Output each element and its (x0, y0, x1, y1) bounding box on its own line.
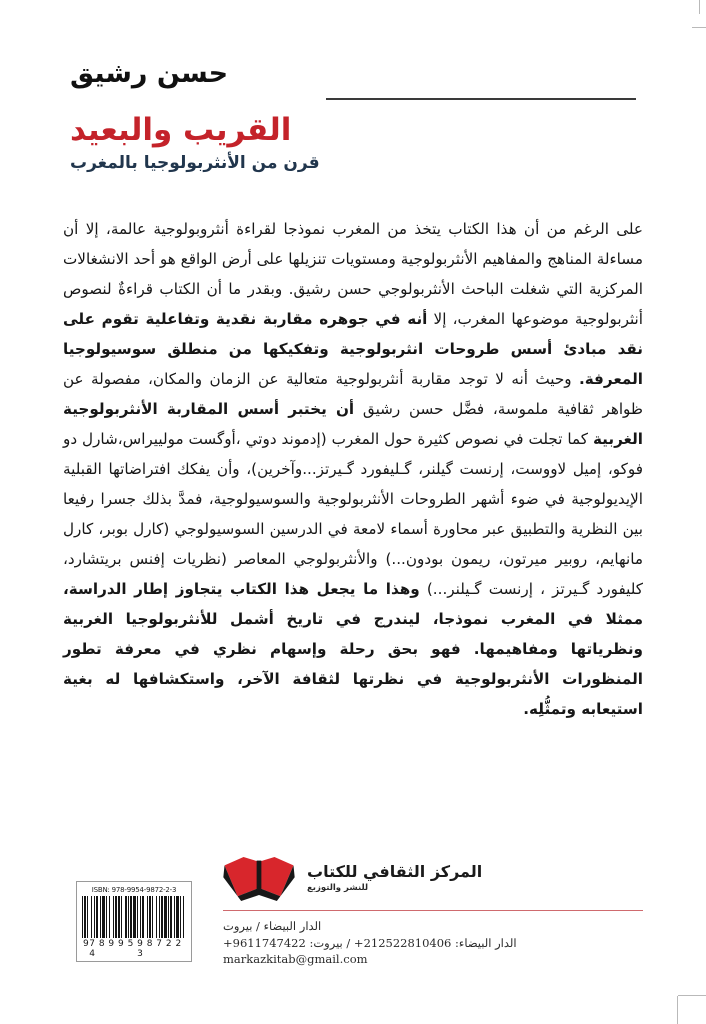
blurb-emphasis: أن يختبر أسس المقاربة الأنثربولوجية الغربية (63, 400, 643, 448)
footer-divider (223, 910, 643, 911)
blurb-text: كما تجلت في نصوص كثيرة حول المغرب (إدموند دوتي ،أوگست موليیراس،شارل دو فوكو، إميل لاووست، إرنست گيلنر، گـليفورد گـيرتز...وآخرين)، وأن يفكك افتراضاتها القبلية الإيديولوجية في ضوء أشهر الطروحات الأنثربولوجية والسوسيولوجية، فمدَّ بذلك جسرا رفيعا بين النظرية والتطبيق عبر محاورة أسماء لامعة في الدرسين السوسيولوجي (كارل بوبر، كارل مانهايم، روبير ميرتون، ريمون بودون...) والأنثربولوجي المعاصر (نظريات إفنس بريتشارد، كليفورد گـيرتز ، إرنست گـيلنر...) (63, 430, 643, 598)
isbn-barcode (76, 881, 192, 962)
publisher-block (223, 856, 643, 968)
contact-phones: الدار البيضاء: 212522810406+ / بيروت: 9611747422+ (223, 935, 517, 950)
publisher-tagline: للنشر والتوزيع (307, 882, 369, 893)
barcode-digit-group: 7 8 9 9 5 4 (89, 939, 134, 959)
open-book-icon (223, 857, 295, 901)
book-subtitle: قرن من الأنثربولوجيا بالمغرب (70, 153, 320, 174)
contact-email[interactable]: markazkitab@gmail.com (223, 952, 368, 966)
barcode-digit-group: 9 8 7 2 2 3 (137, 939, 182, 959)
author-name: حسن رشيق (70, 58, 229, 89)
blurb-text: وحيث أنه لا توجد مقاربة أنثربولوجية متعالية عن الزمان والمكان، مفصولة عن ظواهر ثقافية ملموسة، فضَّل حسن رشيق (63, 370, 643, 418)
blurb-emphasis: أنه في جوهره مقاربة نقدية وتفاعلية تقوم على نقد مبادئ أسس طروحات انثربولوجية وتفكيكها من منطلق سوسيولوجيا المعرفة. (63, 310, 643, 388)
blurb-text: على الرغم من أن هذا الكتاب يتخذ من المغرب نموذجا لقراءة أنثروبولوجية عالمة، إلا أن مساءلة المناهج والمفاهيم الأنثربولوجية ومستويات تنزيلها على أرض الواقع هو أحد الانشغالات المركزية التي شغلت الباحث الأنثربولوجي حسن رشيق. وبقدر ما أن الكتاب قراءةٌ لنصوص أنثربولوجية موضوعها المغرب، إلا (63, 220, 643, 328)
trim-mark-bottom-h (678, 995, 706, 996)
barcode-bars (82, 896, 186, 938)
trim-mark-top (699, 0, 700, 14)
book-title: القريب والبعيد (70, 112, 292, 149)
trim-mark-bottom (677, 996, 678, 1024)
cover-header (70, 58, 636, 174)
publisher-identity (223, 856, 643, 902)
publisher-name: المركز الثقافي للكتاب (307, 862, 483, 882)
contact-cities: الدار البيضاء / بيروت (223, 919, 322, 933)
header-divider (326, 98, 636, 100)
cover-footer (63, 856, 643, 966)
publisher-names (307, 863, 482, 894)
barcode-digits (82, 938, 186, 959)
isbn-number: ISBN: 978-9954-9872-2-3 (91, 886, 177, 894)
barcode-digit-group: 9 (83, 939, 90, 949)
blurb-emphasis: وهذا ما يجعل هذا الكتاب يتجاوز إطار الدراسة، ممثلا في المغرب نموذجا، ليندرج في تاريخ أشمل للأنثربولوجيا الغربية ونظرياتها ومفاهيمها. فهو بحق رحلة وإسهام نظري في معرفة تطور المنظورات الأنثربولوجية في نظرتها لثقافة الآخر، واستكشافها له بغية استيعابه وتمثُّلِه. (63, 580, 643, 718)
publisher-contact (223, 918, 643, 968)
trim-mark-top-h (692, 27, 706, 28)
back-cover-blurb (63, 214, 643, 724)
